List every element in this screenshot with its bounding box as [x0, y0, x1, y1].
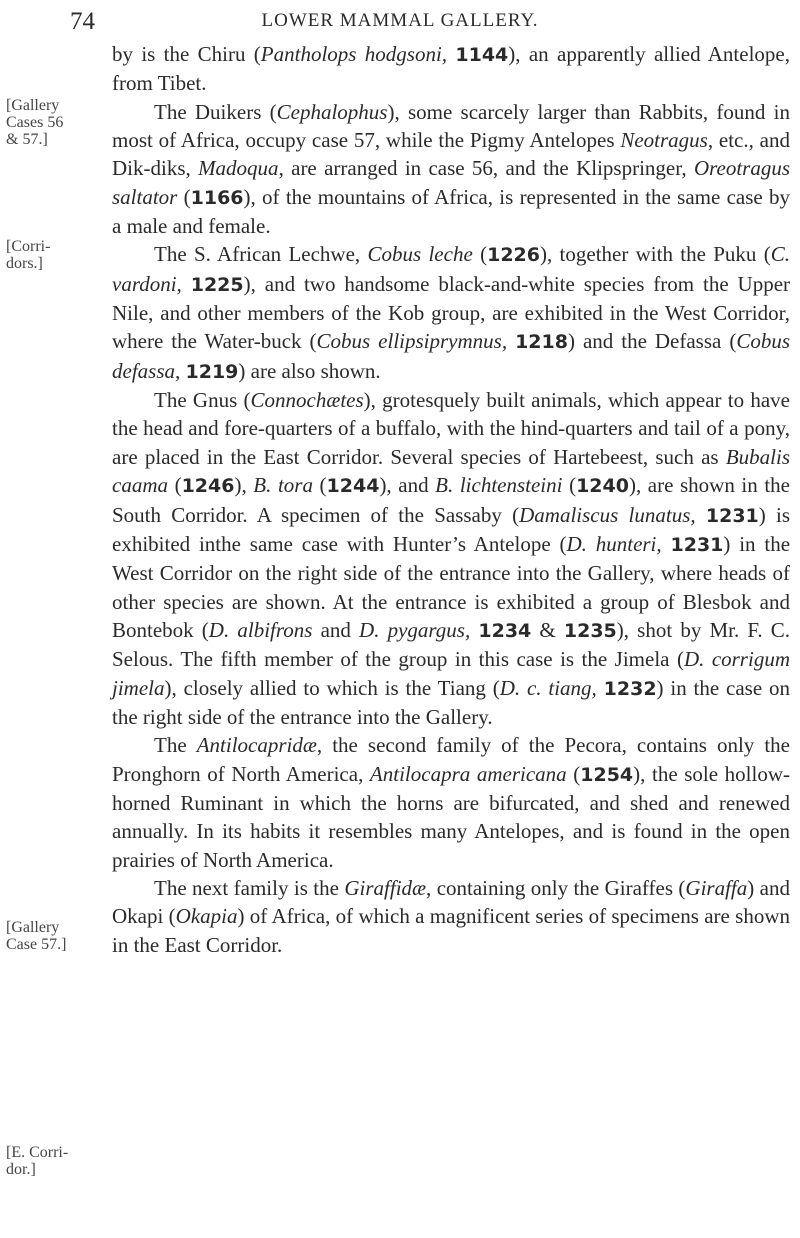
text-run: , etc., and Dik-diks, — [112, 128, 791, 181]
text-run: ) are also shown. — [238, 358, 381, 383]
specimen-number: 1219 — [185, 360, 239, 383]
species-name: Antilocapra americana — [369, 761, 567, 786]
specimen-number: 1231 — [705, 504, 759, 527]
text-run: ), of the mountains of Africa, is represented in the same case by a male and female. — [112, 184, 790, 239]
text-run: ), an apparently allied Antelope, from Tibet. — [112, 42, 790, 96]
text-run: ( — [566, 761, 581, 786]
text-run — [507, 329, 515, 353]
text-run: & — [531, 617, 564, 642]
text-run: ( — [312, 473, 327, 498]
species-name: D. pygargus, — [359, 617, 471, 642]
text-run: and — [312, 617, 360, 642]
species-name: Cobus ellipsiprymnus, — [316, 329, 508, 354]
specimen-number: 1218 — [515, 331, 568, 354]
specimen-number: 1231 — [670, 533, 724, 556]
species-name: Bubalis caama — [112, 444, 790, 498]
text-run: by is the Chiru ( — [112, 42, 261, 66]
text-run: ( — [168, 473, 182, 498]
running-head: LOWER MAMMAL GALLERY. — [261, 10, 539, 31]
text-run: ( — [472, 242, 488, 267]
paragraph-chiru — [112, 40, 790, 98]
species-name: Neotragus — [620, 128, 708, 153]
text-run: ) and the Defassa ( — [567, 329, 737, 354]
paragraph-gnus — [112, 386, 790, 731]
text-run: ) in the West Corridor on the right side of the entrance into the Gallery, where heads of other species are shown. At the entrance is exhibited a group of Blesbok and Bontebok ( — [112, 531, 791, 642]
species-name: Okapia — [175, 904, 238, 929]
text-run: ), closely allied to which is the Tiang ( — [164, 675, 500, 700]
text-run — [182, 272, 191, 296]
text-run: ) in the case on the right side of the entrance into the Gallery. — [112, 675, 791, 729]
species-name: Cobus defassa, — [112, 329, 791, 383]
page-number: 74 — [70, 8, 95, 35]
species-name: Antilocapridæ — [196, 733, 317, 758]
specimen-number: 1144 — [455, 44, 509, 66]
paragraph-duikers — [112, 98, 790, 241]
text-run: ) and Okapi ( — [112, 875, 790, 929]
species-name: D. corrigum jimela — [112, 647, 790, 700]
specimen-number: 1235 — [563, 619, 617, 642]
text-run: ( — [562, 473, 577, 498]
species-name: Giraffidæ — [344, 875, 427, 900]
margin-note-corridors: [Corri- dors.] — [6, 238, 51, 272]
paragraph-giraffidae — [112, 874, 790, 959]
text-run: ), — [234, 473, 254, 498]
body-text — [112, 40, 790, 959]
text-run: The next family is the — [154, 875, 345, 900]
specimen-number: 1226 — [487, 244, 540, 267]
text-run: ( — [177, 184, 191, 209]
text-run: ), shot by Mr. F. C. Selous. The fifth member of the group in this case is the Jimela ( — [112, 617, 790, 672]
species-name: B. tora — [253, 473, 313, 498]
text-run: The S. African Lechwe, — [154, 242, 368, 267]
specimen-number: 1225 — [190, 273, 244, 296]
species-name: Connochætes — [250, 388, 364, 413]
page-header — [0, 8, 800, 40]
species-name: Madoqua — [198, 156, 279, 181]
text-run: , containing only the Giraffes ( — [426, 875, 686, 900]
text-run — [597, 676, 604, 700]
species-name: Damaliscus lunatus, — [519, 502, 696, 527]
species-name: D. c. tiang, — [499, 675, 597, 700]
text-run — [696, 503, 706, 527]
text-run: The Gnus ( — [154, 388, 251, 413]
margin-note-east-corridor: [E. Corri- dor.] — [6, 1144, 69, 1178]
text-run: ), and — [379, 473, 436, 498]
text-run: The — [154, 733, 197, 758]
specimen-number: 1232 — [603, 677, 657, 700]
text-run: , are arranged in case 56, and the Klipspringer, — [278, 156, 694, 181]
specimen-number: 1246 — [181, 475, 235, 498]
text-run: ), together with the Puku ( — [539, 242, 771, 267]
text-run: ), the sole hollow-horned Ruminant in which the horns are bifurcated, and shed and renewed annually. In its habits it resembles many Antelopes, and is found in the open prairies of North America. — [112, 761, 790, 872]
specimen-number: 1254 — [580, 763, 634, 786]
text-run: The Duikers ( — [154, 99, 277, 124]
species-name: Pantholops hodgsoni, — [260, 42, 448, 66]
species-name: Oreotragus saltator — [112, 156, 790, 209]
specimen-number: 1244 — [326, 475, 380, 498]
species-name: Cobus leche — [367, 242, 473, 267]
margin-note-gallery-case: [Gallery Case 57.] — [6, 919, 67, 953]
text-run: ) of Africa, of which a magnificent series of specimens are shown in the East Corridor. — [112, 904, 790, 957]
species-name: B. lichtensteini — [435, 473, 563, 498]
text-run: ), are shown in the South Corridor. A specimen of the Sassaby ( — [112, 473, 790, 527]
margin-note-gallery-cases: [Gallery Cases 56 & 57.] — [6, 97, 64, 148]
specimen-number: 1240 — [576, 475, 629, 498]
text-run: , the second family of the Pecora, contains only the Pronghorn of North America, — [112, 733, 790, 786]
text-run: ), and two handsome black-and-white species from the Upper Nile, and other members of the Kob group, are exhibited in the West Corridor, where the Water-buck ( — [112, 271, 791, 354]
text-run: ), some scarcely larger than Rabbits, found in most of Africa, occupy case 57, while the Pigmy Antelopes — [112, 99, 790, 153]
text-run — [662, 532, 671, 556]
species-name: C. vardoni, — [112, 242, 790, 296]
specimen-number: 1234 — [478, 619, 532, 642]
text-run: ), grotesquely built animals, which appear to have the head and fore-quarters of a buffalo, with the hind-quarters and tail of a pony, are placed in the East Corridor. Several species of Hartebeest, such as — [112, 388, 791, 469]
species-name: Cephalophus — [276, 99, 388, 124]
species-name: Giraffa — [685, 875, 748, 900]
paragraph-lechwe — [112, 240, 790, 386]
paragraph-antilocapridae — [112, 731, 790, 874]
specimen-number: 1166 — [190, 186, 244, 209]
species-name: D. hunteri, — [566, 531, 662, 556]
text-run: ) is exhibited inthe same case with Hunter’s Antelope ( — [112, 502, 791, 556]
species-name: D. albifrons — [208, 617, 313, 642]
